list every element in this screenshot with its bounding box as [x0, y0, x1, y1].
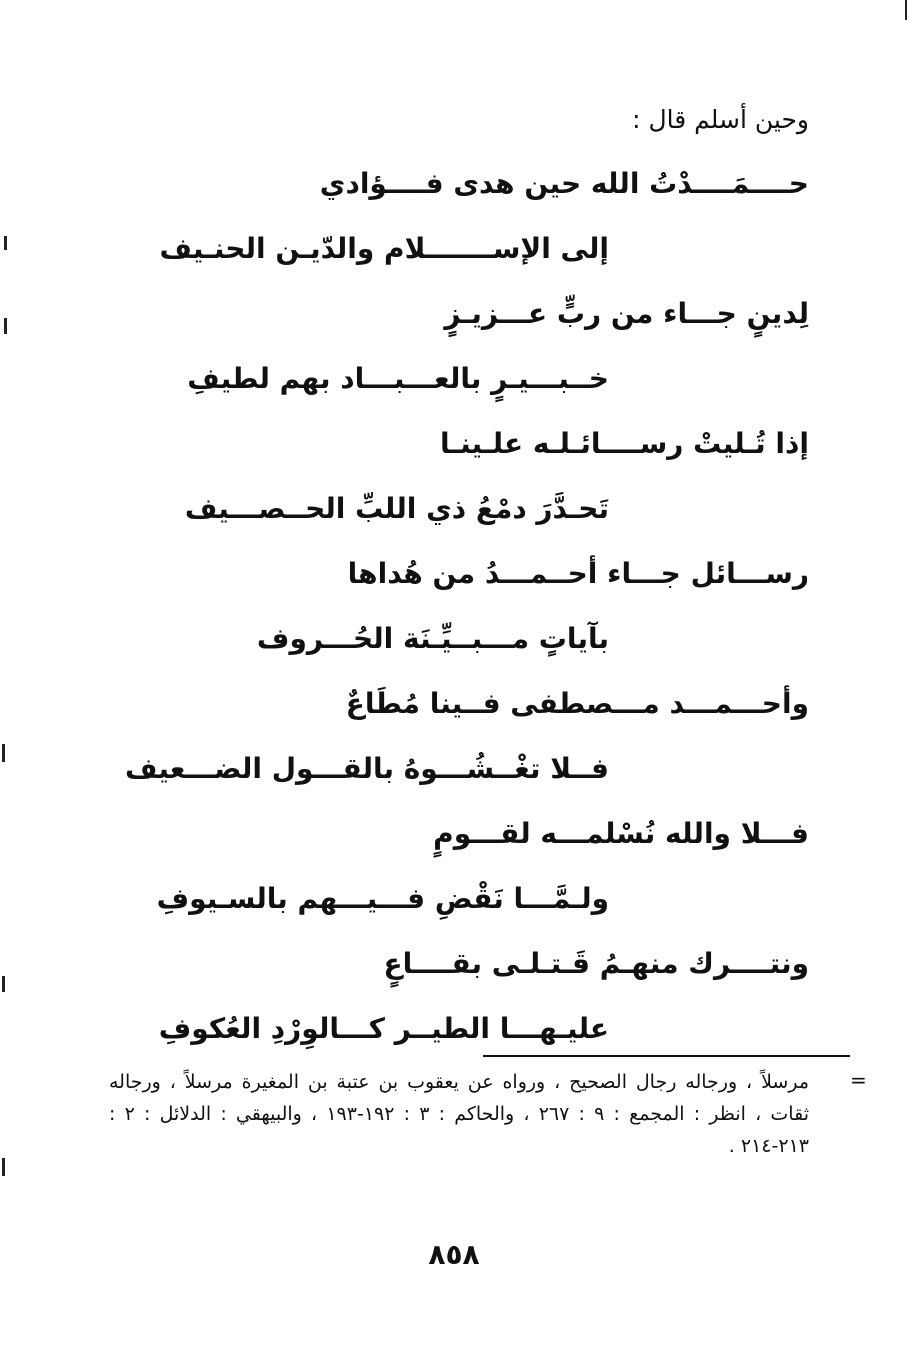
verse-line: ونتــــرك منهـمُ قَـتـلـى بقــــاعٍ	[383, 947, 809, 980]
scan-edge-mark	[905, 0, 907, 20]
page-number: ٨٥٨	[428, 1238, 480, 1271]
verse-line: رســـائل جـــاء أحــمـــدُ من هُداها	[347, 557, 809, 590]
verse-line: فــلا تغْــشُـــوهُ بالقـــول الضـــعيف	[125, 752, 609, 785]
footnote-divider	[483, 1055, 850, 1057]
verse-line: إذا تُـليتْ رســــائـلـه علـينـا	[440, 427, 809, 460]
verse-line: تَحـدَّرَ دمْعُ ذي اللبِّ الحــصـــيف	[184, 492, 609, 525]
scan-edge-mark	[4, 236, 7, 250]
footnote-continuation-mark: =	[850, 1068, 867, 1092]
verse-line: عليـهـــا الطيــر كـــالوِرْدِ العُكوفِ	[158, 1012, 609, 1045]
scan-edge-mark	[2, 976, 5, 992]
scan-edge-mark	[2, 744, 5, 762]
verse-line: وأحـــمـــد مـــصطفى فــينا مُطَاعٌ	[345, 687, 809, 720]
footnote-text: مرسلاً ، ورجاله رجال الصحيح ، ورواه عن يعقوب بن عتبة بن المغيرة مرسلاً ، ورجاله ثقات ، انظر : المجمع : ٩ : ٢٦٧ ، والحاكم : ٣ : ١٩٢-١٩٣ ، والبيهقي : الدلائل : ٢ : ٢١٣-٢١٤ .	[109, 1071, 809, 1157]
verse-line: حــــمَــــدْتُ الله حين هدى فــــؤادي	[319, 167, 809, 200]
verse-line: فـــلا والله نُسْلمـــه لقـــومٍ	[433, 817, 809, 850]
verse-line: بآياتٍ مـــبــيِّـنَة الحُـــروف	[256, 622, 609, 655]
verse-line: إلى الإســـــــلام والدّيـن الحنـيف	[159, 232, 609, 265]
verse-line: لِدينٍ جـــاء من ربٍّ عـــزيـزٍ	[444, 297, 809, 330]
scan-edge-mark	[4, 318, 7, 334]
intro-line: وحين أسلم قال :	[632, 105, 809, 134]
verse-line: ولـمَّـــا نَقْضِ فـــيـــهم بالسـيوفِ	[156, 882, 609, 915]
verse-line: خــبـــيـرٍ بالعـــبـــاد بهم لطيفِ	[187, 362, 609, 395]
scan-edge-mark	[2, 1158, 5, 1176]
